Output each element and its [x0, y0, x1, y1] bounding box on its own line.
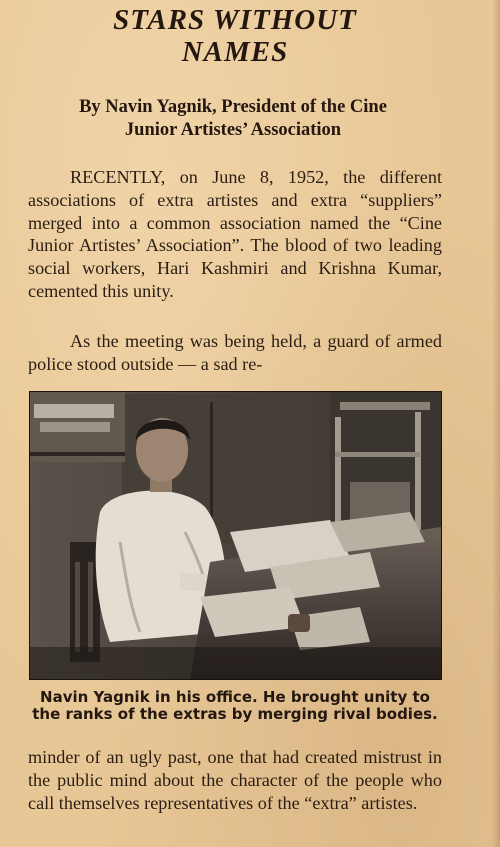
- office-photo-illustration: [30, 392, 441, 679]
- byline-line-2: Junior Artistes’ Association: [124, 120, 342, 140]
- article-title-line-1: STARS WITHOUT: [113, 4, 357, 36]
- office-photo: [29, 391, 442, 680]
- article-byline: [18, 96, 448, 142]
- paragraph-2: As the meeting was being held, a guard of armed police stood outside — a sad re-: [28, 331, 442, 374]
- byline-line-1: By Navin Yagnik, President of the Cine: [79, 97, 387, 117]
- photo-caption: Navin Yagnik in his office. He brought unity to the ranks of the extras by merging rival bodies.: [32, 688, 438, 723]
- paragraph-3: minder of an ugly past, one that had created mistrust in the public mind about the character of the people who call themselves representatives of the “extra” artistes.: [28, 747, 442, 813]
- paragraph-1: RECENTLY, on June 8, 1952, the different associations of extra artistes and extra “suppliers” merged into a common association named the “Cine Junior Artistes’ Association”. The blood of two leading social workers, Hari Kashmiri and Krishna Kumar, cemented this unity.: [28, 167, 442, 301]
- article-title-line-2: NAMES: [181, 36, 289, 68]
- page-edge-shadow: [492, 0, 500, 847]
- article-title: [0, 4, 470, 68]
